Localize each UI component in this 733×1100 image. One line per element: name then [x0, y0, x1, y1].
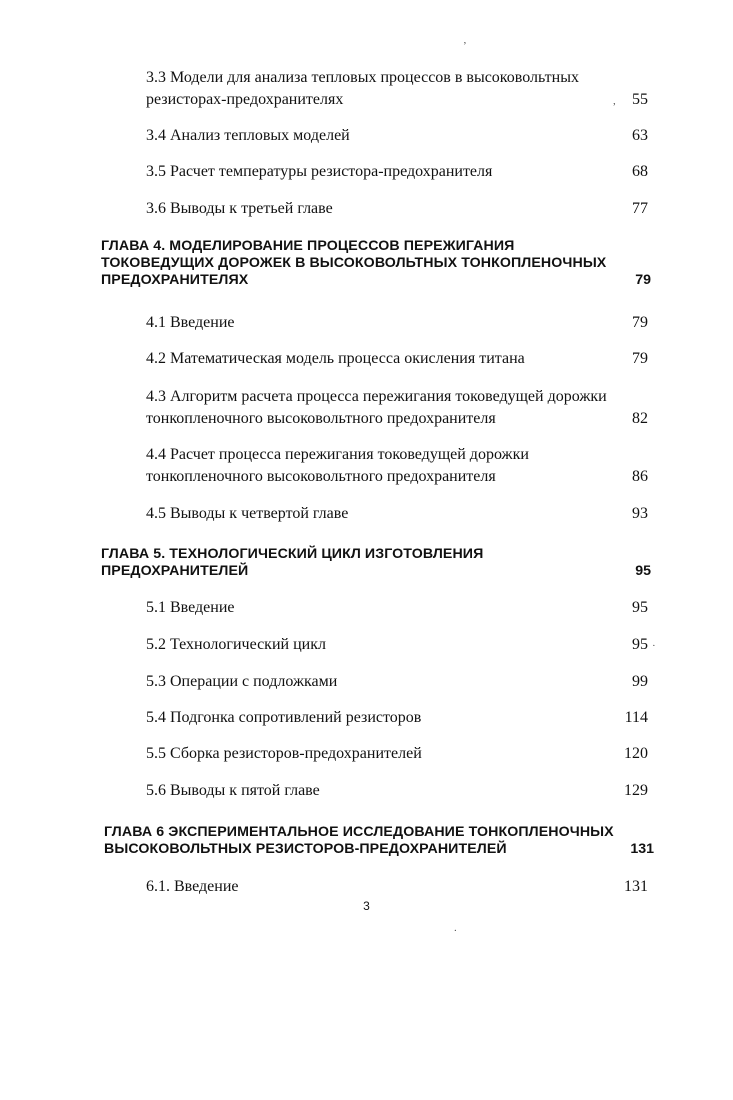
toc-page-number: 93: [632, 505, 648, 522]
toc-chapter-4: [101, 238, 651, 289]
toc-entry-text: 6.1. Введение: [146, 878, 239, 895]
scan-speck: ʼ: [463, 40, 467, 52]
page-number-footer: 3: [363, 899, 370, 913]
toc-entry-5-4: [146, 707, 648, 729]
toc-chapter-text: ВЫСОКОВОЛЬТНЫХ РЕЗИСТОРОВ-ПРЕДОХРАНИТЕЛЕЙ: [104, 841, 507, 857]
toc-entry-4-3: [146, 386, 648, 430]
toc-entry-3-3: [146, 67, 648, 111]
toc-page-number: 77: [632, 200, 648, 217]
toc-entry-3-6: [146, 198, 648, 220]
toc-page-number: 95: [632, 599, 648, 616]
toc-entry-text: 3.3 Модели для анализа тепловых процессов в высоковольтных: [146, 69, 579, 86]
toc-page-number: 82: [632, 410, 648, 427]
toc-chapter-text: ПРЕДОХРАНИТЕЛЯХ: [101, 272, 249, 288]
toc-entry-4-5: [146, 503, 648, 525]
toc-entry-text: 4.3 Алгоритм расчета процесса пережигания токоведущей дорожки: [146, 388, 607, 405]
toc-page-number: 129: [624, 782, 648, 799]
toc-page-number: 63: [632, 127, 648, 144]
toc-entry-text: резисторах-предохранителях: [146, 91, 344, 108]
toc-page-number: 95: [632, 636, 648, 653]
scan-speck: ·: [652, 640, 656, 652]
toc-page-number: 79: [635, 272, 651, 288]
toc-entry-text: 4.2 Математическая модель процесса окисления титана: [146, 350, 525, 367]
toc-entry-text: 5.1 Введение: [146, 599, 235, 616]
toc-entry-5-5: [146, 743, 648, 765]
scan-speck: .: [454, 922, 457, 934]
toc-entry-4-1: [146, 312, 648, 334]
toc-entry-text: 5.3 Операции с подложками: [146, 673, 338, 690]
toc-entry-6-1: [146, 876, 648, 898]
toc-page-number: 68: [632, 163, 648, 180]
toc-page-number: 99: [632, 673, 648, 690]
toc-page-number: 79: [632, 350, 648, 367]
toc-chapter-text: ГЛАВА 6 ЭКСПЕРИМЕНТАЛЬНОЕ ИССЛЕДОВАНИЕ ТОНКОПЛЕНОЧНЫХ: [104, 824, 614, 840]
scan-speck: ,: [613, 95, 616, 107]
toc-entry-text: 3.4 Анализ тепловых моделей: [146, 127, 350, 144]
toc-chapter-text: ТОКОВЕДУЩИХ ДОРОЖЕК В ВЫСОКОВОЛЬТНЫХ ТОНКОПЛЕНОЧНЫХ: [101, 255, 607, 271]
toc-entry-5-1: [146, 597, 648, 619]
toc-page-number: 86: [632, 468, 648, 485]
toc-entry-text: 3.6 Выводы к третьей главе: [146, 200, 333, 217]
toc-page-number: 79: [632, 314, 648, 331]
toc-entry-4-4: [146, 444, 648, 488]
toc-entry-3-4: [146, 125, 648, 147]
toc-entry-text: 4.5 Выводы к четвертой главе: [146, 505, 349, 522]
toc-page-number: 120: [624, 745, 648, 762]
toc-entry-text: 4.4 Расчет процесса пережигания токоведущей дорожки: [146, 446, 529, 463]
toc-entry-5-6: [146, 780, 648, 802]
toc-chapter-6: [104, 824, 654, 858]
toc-chapter-text: ГЛАВА 4. МОДЕЛИРОВАНИЕ ПРОЦЕССОВ ПЕРЕЖИГАНИЯ: [101, 238, 515, 254]
toc-entry-text: 3.5 Расчет температуры резистора-предохранителя: [146, 163, 493, 180]
toc-page-number: 95: [635, 563, 651, 579]
toc-entry-text: 4.1 Введение: [146, 314, 235, 331]
toc-entry-text: 5.6 Выводы к пятой главе: [146, 782, 320, 799]
toc-entry-text: 5.5 Сборка резисторов-предохранителей: [146, 745, 422, 762]
toc-entry-text: тонкопленочного высоковольтного предохранителя: [146, 410, 496, 427]
toc-chapter-text: ГЛАВА 5. ТЕХНОЛОГИЧЕСКИЙ ЦИКЛ ИЗГОТОВЛЕНИЯ: [101, 546, 484, 562]
toc-chapter-5: [101, 546, 651, 580]
toc-chapter-text: ПРЕДОХРАНИТЕЛЕЙ: [101, 563, 249, 579]
toc-page-number: 131: [630, 841, 654, 857]
toc-entry-4-2: [146, 348, 648, 370]
toc-entry-text: 5.2 Технологический цикл: [146, 636, 326, 653]
toc-page-number: 55: [632, 91, 648, 108]
toc-entry-text: 5.4 Подгонка сопротивлений резисторов: [146, 709, 422, 726]
toc-entry-text: тонкопленочного высоковольтного предохранителя: [146, 468, 496, 485]
toc-page-number: 114: [624, 709, 648, 726]
toc-page-number: 131: [624, 878, 648, 895]
toc-entry-3-5: [146, 161, 648, 183]
toc-entry-5-3: [146, 671, 648, 693]
toc-entry-5-2: [146, 634, 648, 656]
